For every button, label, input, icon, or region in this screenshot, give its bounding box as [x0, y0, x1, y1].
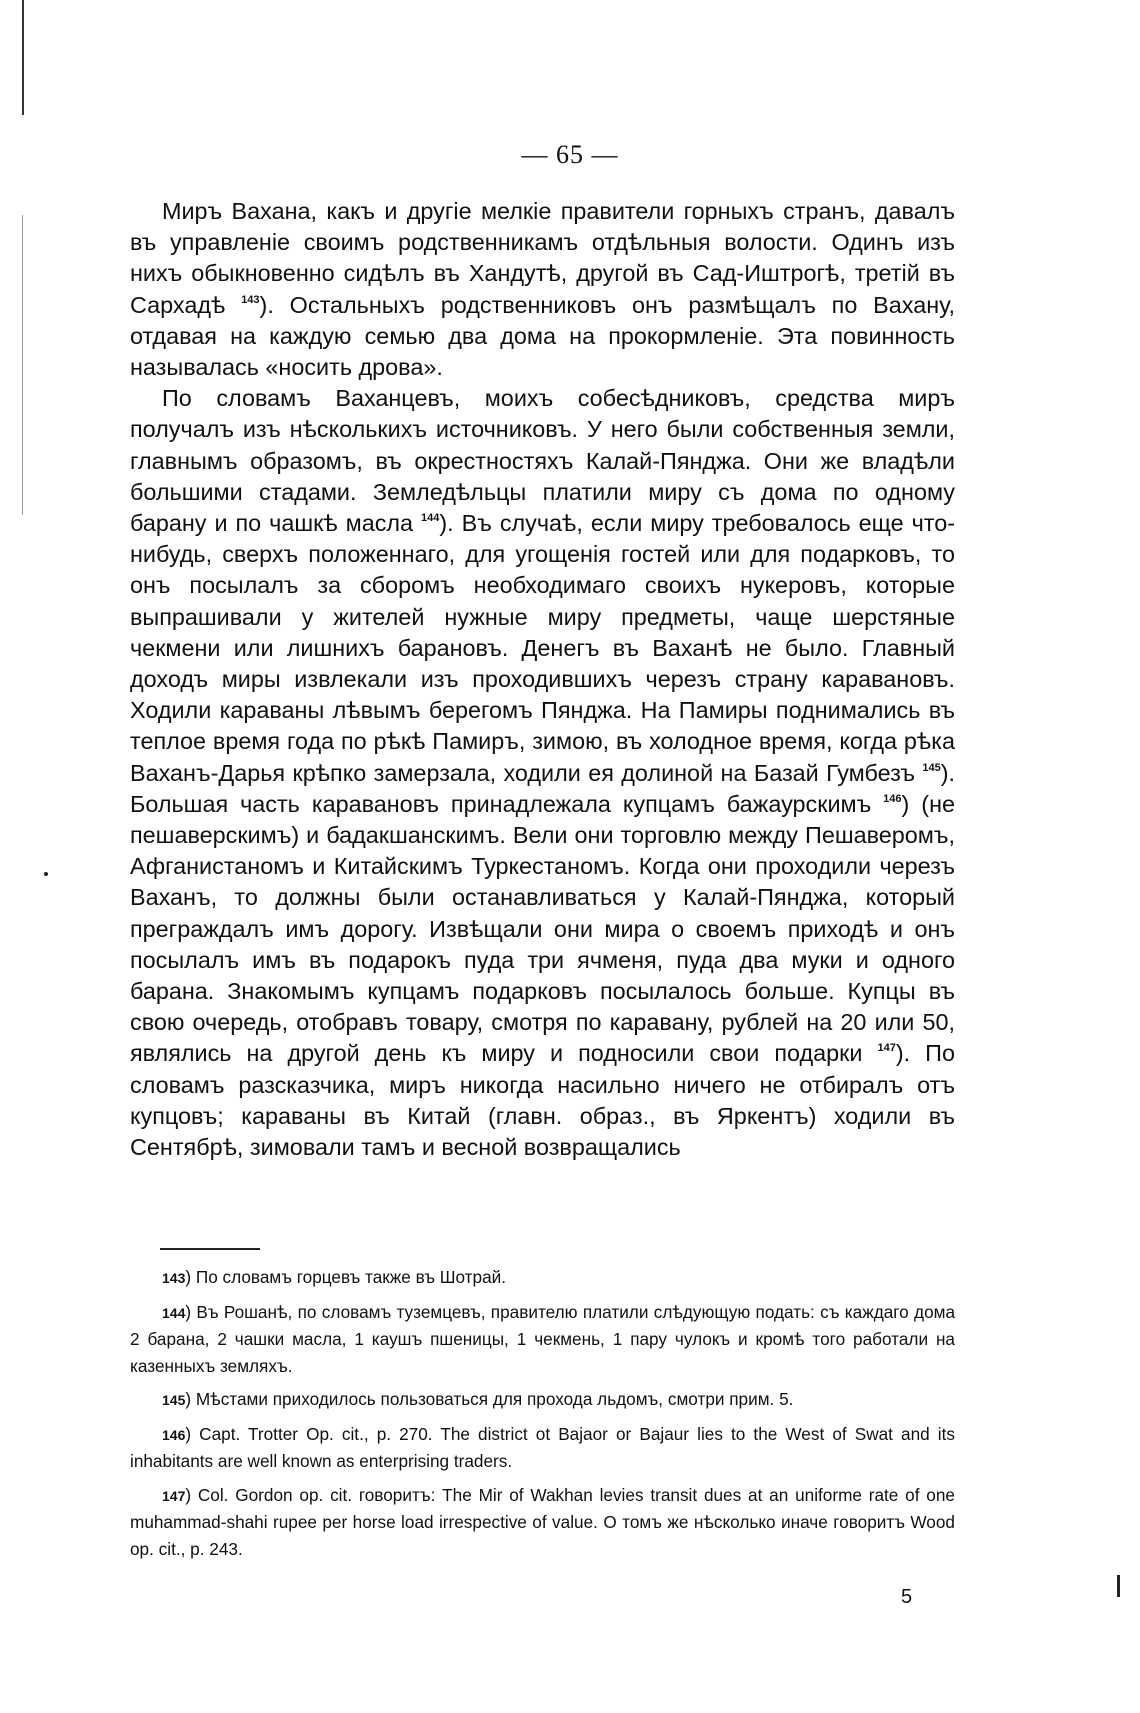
footnote-143: 143) По словамъ горцевъ также въ Шотрай.	[162, 1267, 507, 1287]
footnote-145: 145) Мѣстами приходилось пользоваться для прохода льдомъ, смотри прим. 5.	[162, 1389, 794, 1409]
footnote-144: 144) Въ Рошанѣ, по словамъ туземцевъ, правителю платили слѣдующую подать: съ каждаго дома 2 барана, 2 чашки масла, 1 каушъ пшеницы, 1 чекмень, 1 пару чулокъ и кромѣ того работали на казенныхъ земляхъ.	[130, 1301, 955, 1376]
footnote-rule	[160, 1248, 260, 1250]
footnotes	[130, 1264, 955, 1569]
footnote-ref-143[interactable]: 143	[241, 293, 260, 306]
scan-edge-line-lower	[22, 215, 23, 515]
scan-edge-line	[22, 0, 24, 115]
footnote-ref-147[interactable]: 147	[877, 1042, 896, 1055]
scan-artifact-dot	[44, 872, 48, 876]
main-text	[130, 196, 955, 1163]
footnote-147: 147) Col. Gordon op. cit. говоритъ: The Mir of Wakhan levies transit dues at an uniforme rate of one muhammad-shahi rupee per horse load irrespective of value. О томъ же нѣсколько иначе говоритъ Wood op. cit., p. 243.	[130, 1484, 955, 1559]
scan-artifact-right	[1117, 1575, 1120, 1597]
footnote-ref-144[interactable]: 144	[421, 512, 440, 525]
footnote-ref-145[interactable]: 145	[922, 761, 941, 774]
footnote-ref-146[interactable]: 146	[883, 792, 902, 805]
paragraph-2: По словамъ Ваханцевъ, моихъ собесѣдниковъ, средства миръ получалъ изъ нѣсколькихъ источниковъ. У него были собственныя земли, главнымъ образомъ, въ окрестностяхъ Калай-Пянджа. Они же владѣли большими стадами. Земледѣльцы платили миру съ дома по одному барану и по чашкѣ масла $^{144}$). Въ случаѣ, если миру требовалось еще что-нибудь, сверхъ положеннаго, для угощенія гостей или для подарковъ, то онъ посылалъ за сборомъ необходимаго своихъ нукеровъ, которые выпрашивали у жителей нужные миру предметы, чаще шерстяные чекмени или лишнихъ барановъ. Денегъ въ Ваханѣ не было. Главный доходъ миры извлекали изъ проходившихъ черезъ страну каравановъ. Ходили караваны лѣвымъ берегомъ Пянджа. На Памиры поднимались въ теплое время года по рѣкѣ Памиръ, зимою, въ холодное время, когда рѣка Ваханъ-Дарья крѣпко замерзала, ходили ея долиной на Базай Гумбезъ $^{145}$). Большая часть каравановъ принадлежала купцамъ бажаурскимъ $^{146}$) (не пешаверскимъ) и бадакшанскимъ. Вели они торговлю между Пешаверомъ, Афганистаномъ и Китайскимъ Туркестаномъ. Когда они проходили черезъ Ваханъ, то должны были останавливаться у Калай-Пянджа, который преграждалъ имъ дорогу. Извѣщали они мира о своемъ приходѣ и онъ посылалъ имъ въ подарокъ пуда три ячменя, пуда два муки и одного барана. Знакомымъ купцамъ подарковъ посылалось больше. Купцы въ свою очередь, отобравъ товару, смотря по каравану, рублей на 20 или 50, являлись на другой день къ миру и подносили свои подарки $^{147}$). По словамъ разсказчика, миръ никогда насильно ничего не отбиралъ отъ купцовъ; караваны въ Китай (главн. образ., въ Яркентъ) ходили въ Сентябрѣ, зимовали тамъ и весной возвращались	[130, 385, 955, 1161]
page-number: — 65 —	[521, 140, 619, 169]
paragraph-1: Миръ Вахана, какъ и другіе мелкіе правители горныхъ странъ, давалъ въ управленіе своимъ родственникамъ отдѣльныя волости. Одинъ изъ нихъ обыкновенно сидѣлъ въ Хандутѣ, другой въ Сад-Иштрогѣ, третій въ Сархадѣ $^{143}$). Остальныхъ родственниковъ онъ размѣщалъ по Вахану, отдавая на каждую семью два дома на прокормленіе. Эта повинность называлась «носить дрова».	[130, 198, 955, 381]
signature-mark: 5	[901, 1586, 913, 1608]
footnote-146: 146) Capt. Trotter Op. cit., p. 270. The district ot Bajaor or Bajaur lies to the West of Swat and its inhabitants are well known as enterprising traders.	[130, 1423, 955, 1471]
